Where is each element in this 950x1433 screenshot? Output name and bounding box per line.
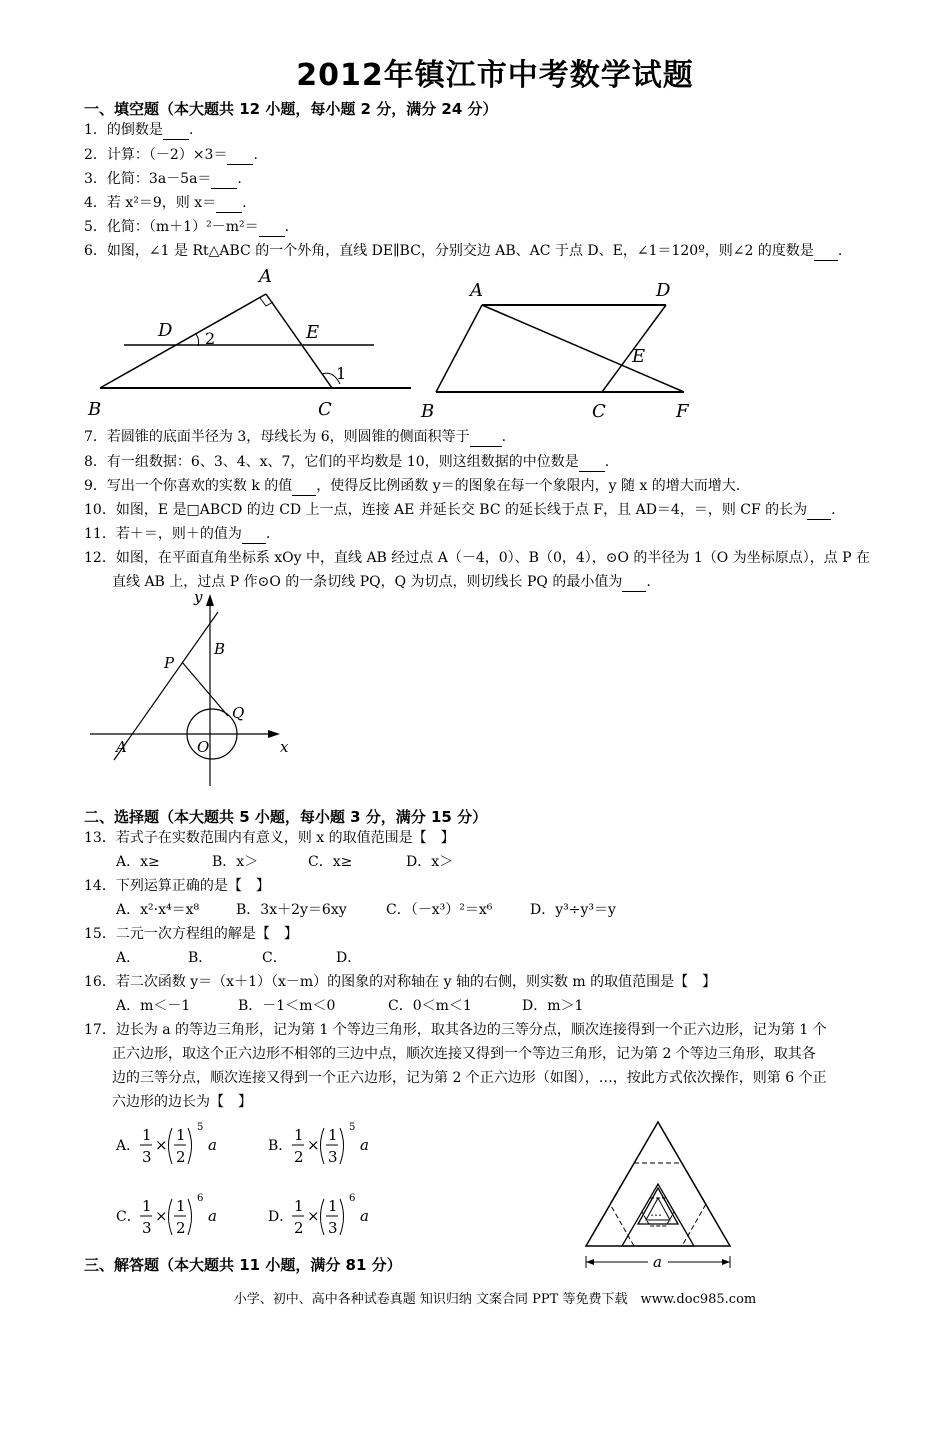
q17-option-b-label: B． [268,1138,293,1154]
label-y: y [194,588,203,606]
label-x: x [280,738,289,756]
q17-option-c-formula [138,1191,228,1245]
svg-text:3: 3 [142,1148,152,1166]
question-2: 2．计算：（－2）×3＝ . [84,147,258,163]
svg-text:×: × [155,1136,168,1154]
question-10: 10．如图，E 是□ABCD 的边 CD 上一点，连接 AE 并延长交 BC 的延长线于点 F，且 AD＝4，＝，则 CF 的长为 . [84,502,836,518]
q13-option-b: B．x＞ [212,854,259,870]
section-fill-in: 一、填空题（本大题共 12 小题，每小题 2 分，满分 24 分） [84,100,498,118]
svg-text:2: 2 [176,1148,186,1166]
svg-text:2: 2 [176,1219,186,1237]
label-E: E [306,322,320,343]
svg-text:1: 1 [294,1126,304,1144]
label-A: A [259,266,272,287]
svg-text:6: 6 [197,1193,204,1204]
q16-option-c: C．0＜m＜1 [388,998,472,1014]
label-D: D [158,320,173,341]
q16-option-b: B．－1＜m＜0 [238,998,336,1014]
label-F: F [676,401,689,422]
svg-text:3: 3 [328,1148,338,1166]
question-17-line-3: 边的三等分点，顺次连接又得到一个正六边形，记为第 2 个正六边形（如图），…，按此方式依次操作，则第 6 个正 [112,1070,827,1086]
page-title: 2012年镇江市中考数学试题 [296,58,694,93]
question-5: 5．化简：（m＋1）²－m²＝ . [84,219,290,235]
question-7: 7．若圆锥的底面半径为 3，母线长为 6，则圆锥的侧面积等于 . [84,429,507,445]
q15-option-b: B． [188,950,213,966]
question-17-line-2: 正六边形，取这个正六边形不相邻的三边中点，顺次连接又得到一个等边三角形，记为第 2 个等边三角形，取其各 [112,1046,816,1062]
svg-text:1: 1 [176,1197,186,1215]
question-15: 15．二元一次方程组的解是【 】 [84,926,298,942]
svg-text:3: 3 [142,1219,152,1237]
label-angle-2: 2 [205,329,216,348]
q13-option-a: A．x≥ [116,854,160,870]
q15-option-a: A． [116,950,141,966]
question-12: 12．如图，在平面直角坐标系 xOy 中，直线 AB 经过点 A（－4，0）、B（0，4），⊙O 的半径为 1（O 为坐标原点），点 P 在 [84,550,871,566]
question-16: 16．若二次函数 y＝（x＋1）（x－m）的图象的对称轴在 y 轴的右侧，则实数 m 的取值范围是【 】 [84,974,717,990]
q17-option-d-label: D． [268,1209,294,1225]
q16-option-d: D．m＞1 [522,998,584,1014]
label-A: A [470,280,483,301]
svg-text:a: a [360,1136,369,1154]
svg-text:×: × [155,1207,168,1225]
svg-text:5: 5 [197,1122,204,1133]
q16-option-a: A．m＜－1 [116,998,191,1014]
question-17: 17．边长为 a 的等边三角形，记为第 1 个等边三角形，取其各边的三等分点，顺次连接得到一个正六边形，记为第 1 个 [84,1022,827,1038]
svg-text:1: 1 [176,1126,186,1144]
question-4: 4．若 x²＝9，则 x＝ . [84,195,247,211]
svg-text:5: 5 [349,1122,356,1133]
question-9: 9．写出一个你喜欢的实数 k 的值 ，使得反比例函数 y＝的图象在每一个象限内，y 随 x 的增大而增大. [84,478,741,494]
question-17-line-4: 六边形的边长为【 】 [112,1094,252,1110]
question-14: 14．下列运算正确的是【 】 [84,878,270,894]
svg-text:1: 1 [142,1197,152,1215]
label-D: D [656,280,671,301]
figure-q12 [84,588,304,793]
q17-option-c-label: C． [116,1209,141,1225]
figure-q17 [578,1116,738,1272]
svg-text:a: a [208,1136,217,1154]
label-O: O [197,738,210,756]
q14-option-c: C．（－x³）²＝x⁶ [386,902,493,918]
q17-option-a-formula [138,1120,228,1174]
q13-option-d: D．x＞ [406,854,454,870]
label-C: C [592,401,606,422]
figure-q10 [418,272,708,422]
svg-text:1: 1 [294,1197,304,1215]
page-footer: 小学、初中、高中各种试卷真题 知识归纳 文案合同 PPT 等免费下载 www.doc985.com [233,1292,757,1307]
question-11: 11．若＋＝，则＋的值为 . [84,526,271,542]
question-12-line-2: 直线 AB 上，过点 P 作⊙O 的一条切线 PQ，Q 为切点，则切线长 PQ 的最小值为 . [112,574,651,590]
label-B: B [88,399,102,420]
question-3: 3．化简：3a－5a＝ . [84,171,242,187]
svg-text:a: a [208,1207,217,1225]
q15-option-d: D． [336,950,362,966]
question-1: 1．的倒数是 . [84,122,194,138]
section-choice: 二、选择题（本大题共 5 小题，每小题 3 分，满分 15 分） [84,808,488,826]
q14-option-d: D．y³÷y³＝y [530,902,616,918]
section-answer: 三、解答题（本大题共 11 小题，满分 81 分） [84,1256,402,1274]
q17-option-d-formula [290,1191,380,1245]
svg-text:a: a [360,1207,369,1225]
q14-option-b: B．3x＋2y＝6xy [236,902,347,918]
svg-text:×: × [307,1136,320,1154]
q13-option-c: C．x≥ [308,854,353,870]
figure-q6 [86,262,416,422]
label-A: A [116,738,127,756]
label-Q: Q [232,704,245,722]
svg-text:1: 1 [142,1126,152,1144]
label-P: P [164,654,175,672]
question-6: 6．如图，∠1 是 Rt△ABC 的一个外角，直线 DE∥BC，分别交边 AB、AC 于点 D、E，∠1＝120º，则∠2 的度数是 . [84,243,843,259]
q15-option-c: C． [262,950,287,966]
side-label-a: a [653,1253,662,1271]
svg-text:1: 1 [328,1197,338,1215]
svg-text:3: 3 [328,1219,338,1237]
label-C: C [318,399,332,420]
label-angle-1: 1 [336,364,347,383]
q17-option-b-formula [290,1120,380,1174]
label-B: B [421,401,435,422]
question-13: 13．若式子在实数范围内有意义，则 x 的取值范围是【 】 [84,830,455,846]
dots-label: … [650,1205,662,1219]
svg-text:6: 6 [349,1193,356,1204]
q17-option-a-label: A． [116,1138,141,1154]
q14-option-a: A．x²·x⁴＝x⁸ [116,902,200,918]
question-8: 8．有一组数据：6、3、4、x、7，它们的平均数是 10，则这组数据的中位数是 . [84,454,610,470]
svg-text:1: 1 [328,1126,338,1144]
svg-text:2: 2 [294,1148,304,1166]
label-E: E [632,346,646,367]
svg-text:×: × [307,1207,320,1225]
svg-text:2: 2 [294,1219,304,1237]
label-B: B [214,640,226,658]
